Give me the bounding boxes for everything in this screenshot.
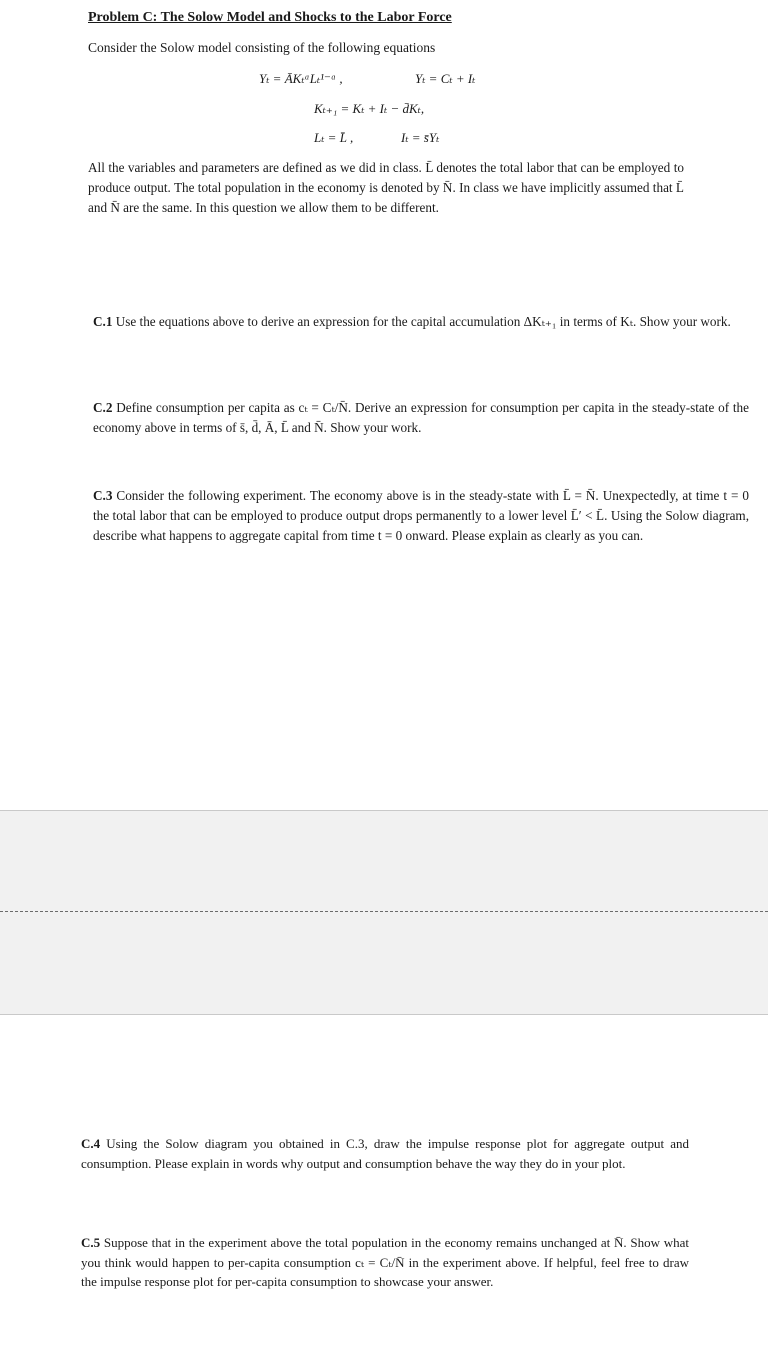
question-c3 [93,486,749,546]
question-label: C.3 [93,488,113,503]
equation-labor: Lₜ = L̄ , [314,130,354,145]
question-label: C.1 [93,314,113,329]
equation-production: Yₜ = ĀKₜᵅLₜ¹⁻ᵅ , [259,71,343,86]
problem-intro: Consider the Solow model consisting of the following equations [88,40,436,55]
question-c5 [81,1233,689,1292]
question-text: Suppose that in the experiment above the total population in the economy remains unchanged at N̄. Show what you think would happen to per-capita consumption cₜ = Cₜ/N̄ in the experiment above. If helpful, feel free to draw the impulse response plot for per-capita consumption to showcase your answer. [81,1235,689,1289]
page-break-dashed-line [0,911,768,912]
question-text: Define consumption per capita as cₜ = Cₜ/N̄. Derive an expression for consumption per capita in the steady-state of the economy above in terms of s̄, d̄, Ā, L̄ and N̄. Show your work. [93,400,749,435]
question-text: Use the equations above to derive an expression for the capital accumulation ΔKₜ₊₁ in terms of Kₜ. Show your work. [115,314,731,329]
question-label: C.4 [81,1136,101,1151]
question-text: Using the Solow diagram you obtained in C.3, draw the impulse response plot for aggregate output and consumption. Please explain in words why output and consumption behave the way they do in your plot. [81,1136,690,1171]
page-break-band [0,810,768,1015]
question-label: C.5 [81,1235,101,1250]
question-c4 [81,1134,689,1173]
problem-description: All the variables and parameters are defined as we did in class. L̄ denotes the total labor that can be employed to produce output. The total population in the economy is denoted by N̄. In class we have implicitly assumed that L̄ and N̄ are the same. In this question we allow them to be different. [88,160,684,215]
question-c1 [93,312,749,332]
question-text: Consider the following experiment. The economy above is in the steady-state with L̄ = N̄. Unexpectedly, at time t = 0 the total labor that can be employed to produce output drops permanently to a lower level L̄′ < L̄. Using the Solow diagram, describe what happens to aggregate capital from time t = 0 onward. Please explain as clearly as you can. [93,488,749,543]
equation-capital-accumulation: Kₜ₊₁ = Kₜ + Iₜ − d̄Kₜ, [314,101,425,116]
equation-resource-constraint: Yₜ = Cₜ + Iₜ [415,71,476,86]
question-label: C.2 [93,400,113,415]
problem-title: Problem C: The Solow Model and Shocks to the Labor Force [88,10,452,25]
equation-investment: Iₜ = s̄Yₜ [401,130,440,145]
question-c2 [93,398,749,438]
